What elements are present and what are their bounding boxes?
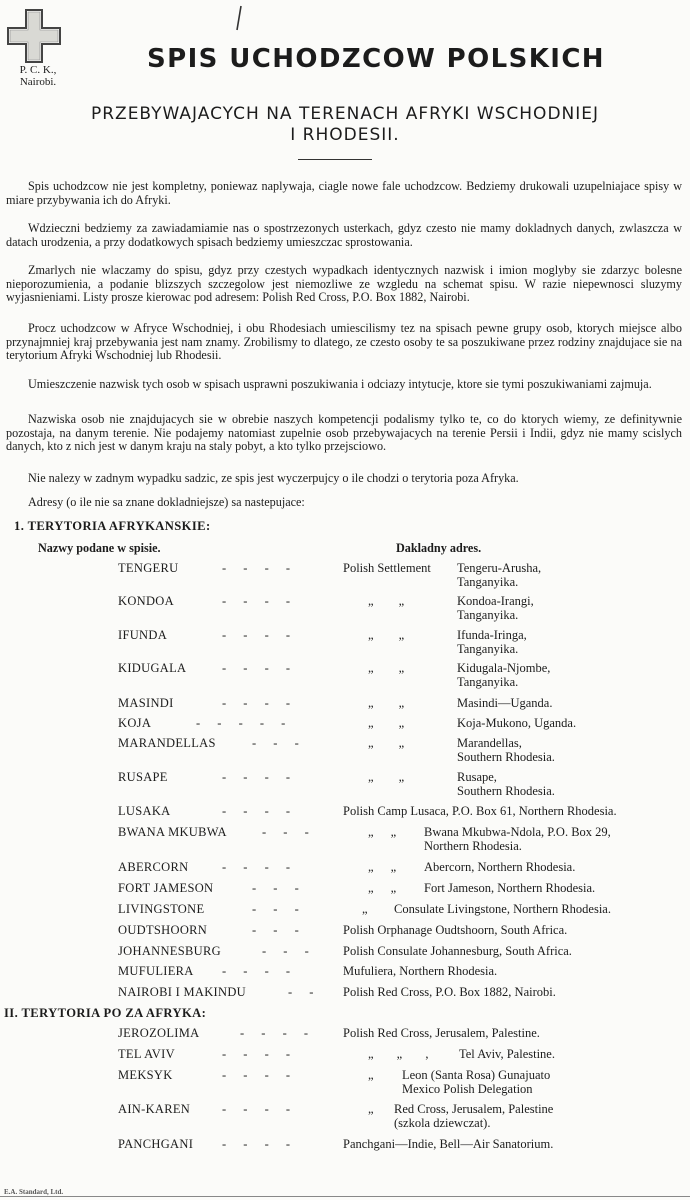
address-prefix: Polish Red Cross, Jerusalem, Palestine. — [343, 1026, 540, 1040]
paragraph-8: Adresy (o ile nie sa znane dokladniejsze) sa nastepujace: — [28, 495, 305, 509]
dot-leader: - - - - — [222, 770, 298, 784]
address: Ifunda-Iringa, Tanganyika. — [457, 628, 527, 656]
dot-leader: - - - - — [240, 1026, 316, 1040]
paragraph-3: Zmarlych nie wlaczamy do spisu, gdyz przy czestych wypadkach identycznych nazwisk i imion moglyby sie zdarzyc bolesne nieporozumienia, a podanie blizszych szczegolow jest niemozliwe ze wzgledu na schemat spisu. W razie niepewnosci sluzymy wyjasnieniami. Listy prosze kierowac pod adresem: Polish Red Cross, P.O. Box 1882, Nairobi. — [6, 263, 682, 305]
paragraph-2: Wdzieczni bedziemy za zawiadamiamie nas o spostrzezonych usterkach, gdyz czesto nie mamy dokladnych danych, zwlaszcza w datach urodzenia, a przy dodatkowych spisach bedziemy umieszczac sprostowania. — [6, 221, 682, 249]
address: Bwana Mkubwa-Ndola, P.O. Box 29, Northern Rhodesia. — [424, 825, 611, 853]
logo-caption — [8, 64, 68, 88]
dot-leader: - - - — [252, 902, 306, 916]
location-name: FORT JAMESON — [118, 881, 214, 895]
address-prefix: Mufuliera, Northern Rhodesia. — [343, 964, 498, 978]
dot-leader: - - - - — [222, 1047, 298, 1061]
address-prefix: „ „ — [368, 628, 405, 642]
address-prefix: Panchgani—Indie, Bell—Air Sanatorium. — [343, 1137, 554, 1151]
address-prefix: „ „ — [368, 736, 405, 750]
address-prefix: „ „ — [368, 716, 405, 730]
location-name: RUSAPE — [118, 770, 168, 784]
dot-leader: - - - - — [222, 804, 298, 818]
address: Koja-Mukono, Uganda. — [457, 716, 577, 730]
address-prefix: „ — [362, 902, 368, 916]
location-name: JEROZOLIMA — [118, 1026, 200, 1040]
address-prefix: Polish Camp Lusaca, P.O. Box 61, Northern Rhodesia. — [343, 804, 617, 818]
dot-leader: - - - - — [222, 964, 298, 978]
location-name: ABERCORN — [118, 860, 189, 874]
address: Abercorn, Northern Rhodesia. — [424, 860, 576, 874]
location-name: KOJA — [118, 716, 152, 730]
location-name: TENGERU — [118, 561, 179, 575]
address-prefix: „ „ — [368, 594, 405, 608]
location-name: MUFULIERA — [118, 964, 194, 978]
column-header-names: Nazwy podane w spisie. — [38, 541, 161, 555]
location-name: PANCHGANI — [118, 1137, 194, 1151]
address-prefix: „ „ — [368, 825, 397, 839]
location-name: AIN-KAREN — [118, 1102, 191, 1116]
location-name: LIVINGSTONE — [118, 902, 205, 916]
address: Kidugala-Njombe, Tanganyika. — [457, 661, 551, 689]
address-prefix: Polish Settlement — [343, 561, 431, 575]
paragraph-7: Nie nalezy w zadnym wypadku sadzic, ze spis jest wyczerpujcy o ile chodzi o terytoria poza Afryka. — [28, 471, 519, 485]
address-prefix: „ „ — [368, 860, 397, 874]
dot-leader: - - - - — [222, 594, 298, 608]
dot-leader: - - - - — [222, 1068, 298, 1082]
address-prefix: „ „ — [368, 661, 405, 675]
address: Tengeru-Arusha, Tanganyika. — [457, 561, 542, 589]
dot-leader: - - - - — [222, 561, 298, 575]
subtitle-line-1: PRZEBYWAJACYCH NA TERENACH AFRYKI WSCHODNIEJ — [90, 104, 600, 124]
address-prefix: „ „ — [368, 770, 405, 784]
address-prefix: Polish Consulate Johannesburg, South Africa. — [343, 944, 572, 958]
dot-leader: - - - - — [222, 628, 298, 642]
location-name: MEKSYK — [118, 1068, 173, 1082]
dot-leader: - - - - — [222, 661, 298, 675]
dot-leader: - - - - — [222, 1137, 298, 1151]
location-name: IFUNDA — [118, 628, 168, 642]
paragraph-4: Procz uchodzcow w Afryce Wschodniej, i obu Rhodesiach umiescilismy tez na spisach pewne grupy osob, ktorych miejsce albo przynajmniej kraj przebywania jest nam znamy. Zrobilismy to dlatego, ze czesto osoby te sa poszukiwane przez rodziny znajdujace sie na terytorium Afryki Wschodniej lub Rhodesii. — [6, 321, 682, 363]
address-prefix: „ „ , — [368, 1047, 429, 1061]
dot-leader: - - - — [252, 881, 306, 895]
dot-leader: - - - — [262, 825, 316, 839]
dot-leader: - - — [288, 985, 321, 999]
dot-leader: - - - — [252, 736, 306, 750]
location-name: OUDTSHOORN — [118, 923, 208, 937]
location-name: NAIROBI I MAKINDU — [118, 985, 247, 999]
address-prefix: „ „ — [368, 696, 405, 710]
address: Leon (Santa Rosa) Gunajuato Mexico Polish Delegation — [402, 1068, 551, 1096]
dot-leader: - - - — [262, 944, 316, 958]
address-prefix: Polish Orphanage Oudtshoorn, South Africa. — [343, 923, 568, 937]
paragraph-5: Umieszczenie nazwisk tych osob w spisach usprawni poszukiwania i odciazy intytucje, ktore sie tymi poszukiwaniami zajmuja. — [28, 377, 652, 391]
address: Marandellas, Southern Rhodesia. — [457, 736, 555, 764]
red-cross-logo — [6, 8, 62, 64]
address: Fort Jameson, Northern Rhodesia. — [424, 881, 596, 895]
location-name: BWANA MKUBWA — [118, 825, 227, 839]
location-name: TEL AVIV — [118, 1047, 175, 1061]
address: Kondoa-Irangi, Tanganyika. — [457, 594, 534, 622]
paragraph-6: Nazwiska osob nie znajdujacych sie w obrebie naszych kompetencji podalismy tylko te, co do ktorych wiemy, ze definitywnie pozostaja, na danym terenie. Nie podajemy natomiast zupelnie osob przebywajacych na terenie Persii i Indii, gdyz nie mamy scislych danych, kto z nich jest w danym kraju na staly pobyt, a kto tylko przejsciowo. — [6, 412, 682, 454]
address-prefix: „ — [368, 1068, 374, 1082]
dot-leader: - - - - — [222, 860, 298, 874]
dot-leader: - - - — [252, 923, 306, 937]
address: Masindi—Uganda. — [457, 696, 553, 710]
page-title: SPIS UCHODZCOW POLSKICH — [147, 44, 605, 74]
pen-mark-icon — [232, 4, 246, 32]
bottom-border — [0, 1196, 690, 1197]
location-name: MARANDELLAS — [118, 736, 216, 750]
location-name: KIDUGALA — [118, 661, 187, 675]
location-name: JOHANNESBURG — [118, 944, 221, 958]
section-1-heading: 1. TERYTORIA AFRYKANSKIE: — [14, 519, 211, 533]
dot-leader: - - - - — [222, 696, 298, 710]
printer-credit: E.A. Standard, Ltd. — [4, 1188, 64, 1196]
address-prefix: Polish Red Cross, P.O. Box 1882, Nairobi. — [343, 985, 556, 999]
address: Rusape, Southern Rhodesia. — [457, 770, 555, 798]
dot-leader: - - - - - — [196, 716, 293, 730]
org-city: Nairobi. — [19, 76, 57, 88]
address-prefix: „ „ — [368, 881, 397, 895]
org-short: P. C. K., — [19, 64, 57, 76]
location-name: LUSAKA — [118, 804, 171, 818]
dot-leader: - - - - — [222, 1102, 298, 1116]
address: Red Cross, Jerusalem, Palestine (szkola dziewczat). — [394, 1102, 554, 1130]
section-2-heading: II. TERYTORIA PO ZA AFRYKA: — [4, 1006, 207, 1020]
address: Consulate Livingstone, Northern Rhodesia. — [394, 902, 611, 916]
subtitle-line-2: I RHODESII. — [290, 125, 400, 145]
column-header-address: Dakladny adres. — [396, 541, 482, 555]
paragraph-1: Spis uchodzcow nie jest kompletny, poniewaz naplywaja, ciagle nowe fale uchodzcow. Bedziemy drukowali uzupelniajace spisy w miare przybywania ich do Afryki. — [6, 179, 682, 207]
location-name: KONDOA — [118, 594, 174, 608]
page-subtitle — [40, 104, 650, 146]
address-prefix: „ — [368, 1102, 374, 1116]
address: Tel Aviv, Palestine. — [459, 1047, 555, 1061]
title-divider — [298, 159, 372, 160]
location-name: MASINDI — [118, 696, 174, 710]
